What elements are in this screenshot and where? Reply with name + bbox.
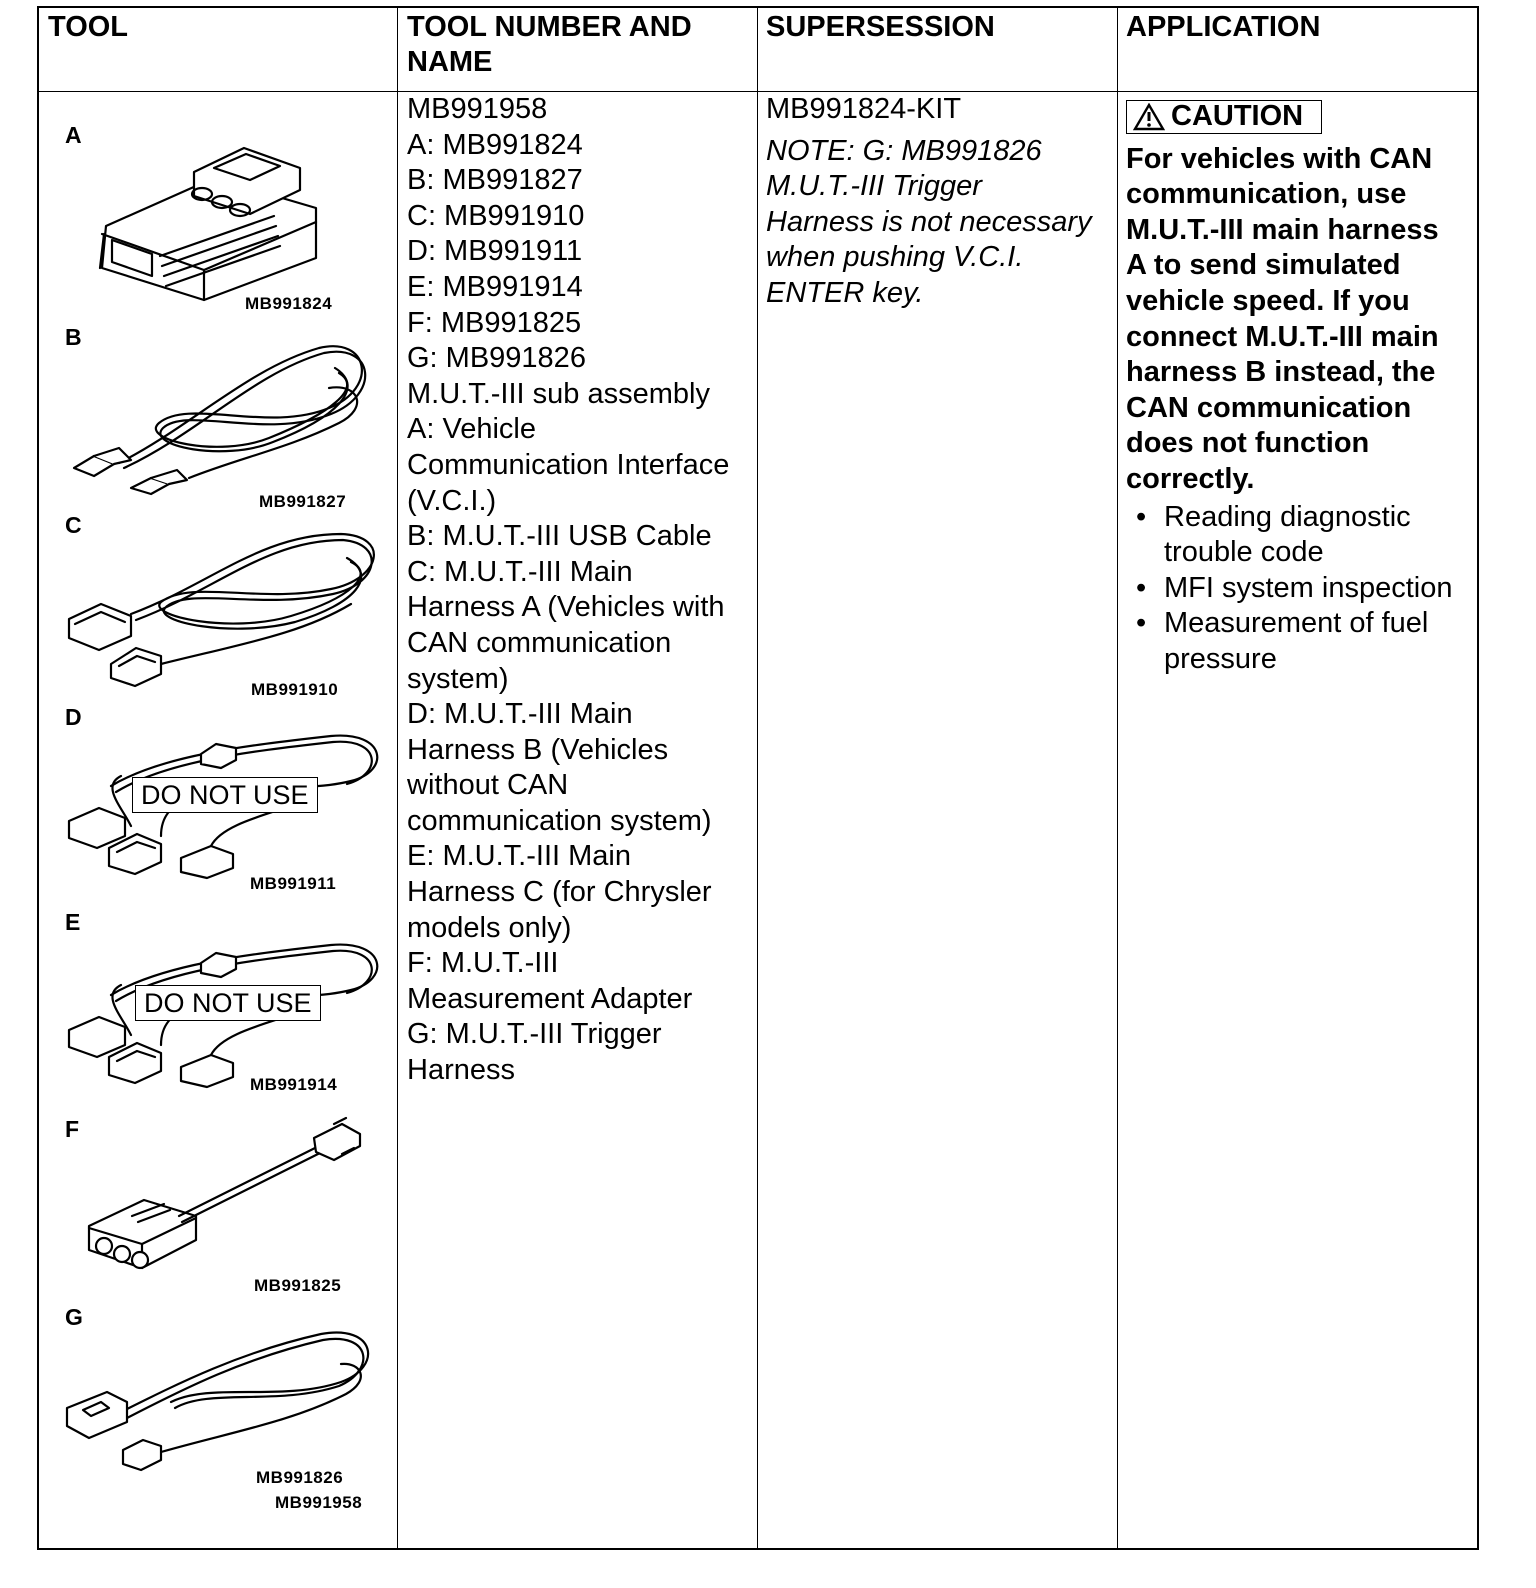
tool-c xyxy=(39,504,399,700)
caution-label: CAUTION xyxy=(1171,100,1304,133)
warning-triangle-icon xyxy=(1133,103,1165,131)
application-item xyxy=(1126,606,1476,677)
tool-number-line: D: M.U.T.-III Main xyxy=(407,698,633,731)
supersession-cell xyxy=(766,92,1116,312)
caution-line: A to send simulated xyxy=(1126,249,1401,282)
tool-number-line: Harness A (Vehicles with xyxy=(407,591,725,624)
tool-number-line: MB991958 xyxy=(407,93,548,125)
caution-line: communication, use xyxy=(1126,178,1407,211)
tool-number-line: C: MB991910 xyxy=(407,199,585,232)
tool-e xyxy=(39,903,399,1103)
supersession-value: MB991824-KIT xyxy=(766,93,962,125)
tool-number-line: G: MB991826 xyxy=(407,342,586,375)
column-divider xyxy=(757,8,758,1548)
kit-part-number: MB991958 xyxy=(275,1493,363,1512)
tool-letter: F xyxy=(65,1116,80,1142)
tool-number-line: F: MB991825 xyxy=(407,306,582,339)
tool-number-line: G: M.U.T.-III Trigger xyxy=(407,1018,662,1051)
caution-text xyxy=(1126,142,1476,498)
application-item xyxy=(1126,500,1476,571)
tool-number-line: CAN communication xyxy=(407,626,672,659)
note-line: when pushing V.C.I. xyxy=(766,241,1024,274)
measurement-adapter-icon xyxy=(84,1116,364,1276)
tool-number-line: F: M.U.T.-III xyxy=(407,947,559,980)
tool-number-line: Measurement Adapter xyxy=(407,982,693,1015)
caution-line: For vehicles with CAN xyxy=(1126,142,1433,175)
tool-number-and-name-cell xyxy=(407,92,757,1089)
tool-number-line: A: MB991824 xyxy=(407,128,583,161)
caution-line: does not function xyxy=(1126,427,1370,460)
tool-number-line: without CAN xyxy=(407,769,569,802)
vci-unit-icon xyxy=(94,138,324,303)
tool-part-number: MB991910 xyxy=(251,680,339,699)
header-divider xyxy=(39,91,1477,92)
tool-number-line: E: MB991914 xyxy=(407,270,583,303)
application-cell xyxy=(1126,100,1476,678)
do-not-use-label: DO NOT USE xyxy=(135,985,321,1021)
usb-cable-icon xyxy=(69,328,369,498)
header-tool-number-and-name: TOOL NUMBER AND NAME xyxy=(407,11,692,78)
application-item-line: trouble code xyxy=(1164,536,1324,569)
tool-part-number: MB991914 xyxy=(250,1075,338,1094)
caution-line: harness B instead, the xyxy=(1126,356,1436,389)
tool-number-line: Harness B (Vehicles xyxy=(407,733,669,766)
application-item-line: • MFI system inspection xyxy=(1164,571,1453,604)
header-application: APPLICATION xyxy=(1126,11,1321,43)
tool-letter: A xyxy=(65,122,82,148)
tool-number-line: Communication Interface xyxy=(407,448,730,481)
main-harness-a-icon xyxy=(61,524,381,684)
tool-part-number: MB991824 xyxy=(245,294,333,313)
header-supersession: SUPERSESSION xyxy=(766,11,995,43)
tool-f xyxy=(39,1108,399,1293)
trigger-harness-icon xyxy=(61,1322,381,1472)
tool-a xyxy=(39,108,399,318)
caution-line: vehicle speed. If you xyxy=(1126,284,1410,317)
tool-number-line: (V.C.I.) xyxy=(407,484,497,517)
tool-number-line: models only) xyxy=(407,911,572,944)
application-item-line: • Measurement of fuel xyxy=(1164,607,1429,640)
tool-letter: D xyxy=(65,704,82,730)
tool-number-line: B: MB991827 xyxy=(407,164,583,197)
application-item-line: pressure xyxy=(1164,642,1277,675)
caution-line: M.U.T.-III main harness xyxy=(1126,213,1439,246)
caution-box xyxy=(1126,100,1322,134)
tool-number-line: B: M.U.T.-III USB Cable xyxy=(407,520,712,553)
tool-d xyxy=(39,698,399,898)
caution-line: correctly. xyxy=(1126,462,1255,495)
note-line: Harness is not necessary xyxy=(766,205,1092,238)
tool-number-line: communication system) xyxy=(407,804,712,837)
do-not-use-label: DO NOT USE xyxy=(132,777,318,813)
header-tool: TOOL xyxy=(48,11,129,43)
application-list xyxy=(1126,500,1476,678)
note-line: NOTE: G: MB991826 xyxy=(766,134,1042,167)
tool-number-line: Harness xyxy=(407,1054,515,1087)
tool-number-line: E: M.U.T.-III Main xyxy=(407,840,631,873)
tool-letter: E xyxy=(65,909,81,935)
application-item-line: • Reading diagnostic xyxy=(1164,500,1411,533)
tool-b xyxy=(39,308,399,513)
tool-letter: G xyxy=(65,1304,83,1330)
note-line: ENTER key. xyxy=(766,276,924,309)
tool-part-number: MB991826 xyxy=(256,1468,344,1487)
column-divider xyxy=(1117,8,1118,1548)
tool-number-line: M.U.T.-III sub assembly xyxy=(407,377,710,410)
tool-number-line: D: MB991911 xyxy=(407,235,583,268)
note-line: M.U.T.-III Trigger xyxy=(766,170,982,203)
caution-line: connect M.U.T.-III main xyxy=(1126,320,1439,353)
supersession-note xyxy=(766,134,1116,312)
tool-part-number: MB991825 xyxy=(254,1276,342,1295)
tool-part-number: MB991827 xyxy=(259,492,347,511)
caution-line: CAN communication xyxy=(1126,391,1412,424)
tool-number-line: Harness C (for Chrysler xyxy=(407,876,712,909)
special-tools-table xyxy=(37,6,1479,1550)
tool-letter: B xyxy=(65,324,82,350)
tool-letter: C xyxy=(65,512,82,538)
tool-number-line: system) xyxy=(407,662,509,695)
tool-number-line: A: Vehicle xyxy=(407,413,536,446)
application-item xyxy=(1126,571,1476,607)
tool-number-line: C: M.U.T.-III Main xyxy=(407,555,633,588)
tool-part-number: MB991911 xyxy=(250,874,337,893)
